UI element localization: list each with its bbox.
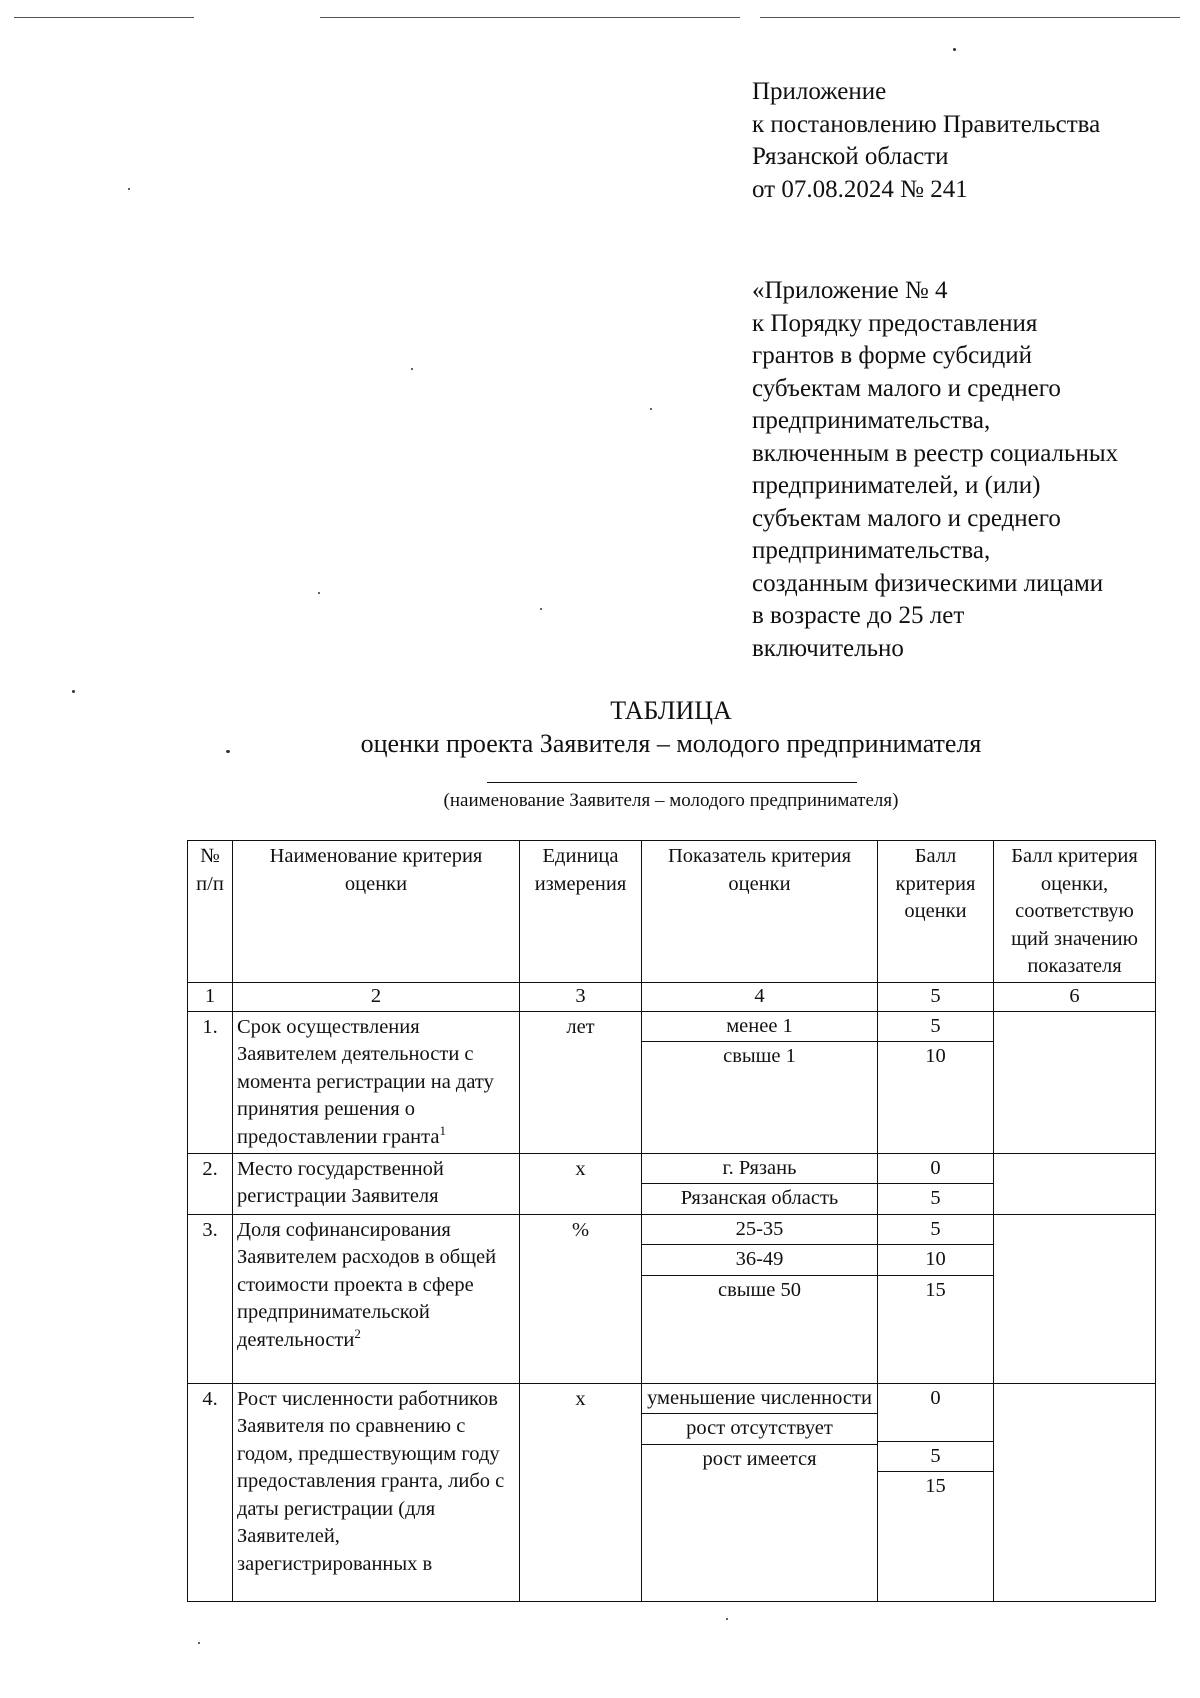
indicator-cell (642, 1011, 878, 1153)
unit-cell: лет (520, 1011, 642, 1153)
score-value: 5 (878, 1012, 993, 1043)
assigned-score-cell (994, 1214, 1156, 1383)
indicator-value: рост имеется (702, 1447, 817, 1470)
header-cell: Балл критерия оценки, соответствую щий значению показателя (994, 841, 1156, 983)
appendix-line: в возрасте до 25 лет (752, 602, 965, 629)
indicator-cell (642, 1214, 878, 1383)
unit-cell: х (520, 1153, 642, 1214)
criterion-name (233, 1383, 520, 1601)
column-number: 5 (878, 983, 994, 1012)
header-cell: Показатель критерия оценки (642, 841, 878, 983)
indicator-value: г. Рязань (642, 1154, 877, 1185)
scan-speck (318, 592, 320, 594)
appendix-reference (752, 275, 1118, 665)
scan-speck (726, 1618, 728, 1620)
header-cell: Единица измерения (520, 841, 642, 983)
footnote-mark: 1 (439, 1122, 446, 1138)
indicator-value: Рязанская область (680, 1187, 839, 1209)
indicator-value: уменьшение численности (642, 1384, 877, 1415)
unit-cell: % (520, 1214, 642, 1383)
table-row (188, 1011, 1156, 1153)
score-cell (878, 1153, 994, 1214)
header-line: Приложение (752, 78, 887, 105)
scan-artifact-line (760, 17, 1180, 18)
column-number: 6 (994, 983, 1156, 1012)
indicator-value: рост отсутствует (642, 1414, 877, 1445)
approval-header (752, 76, 1100, 206)
indicator-value: 36-49 (642, 1245, 877, 1276)
header-cell: Наименование критерия оценки (233, 841, 520, 983)
appendix-line: предпринимательства, (752, 537, 991, 564)
appendix-line: субъектам малого и среднего (752, 504, 1061, 532)
appendix-line: предпринимателей, и (или) (752, 472, 1041, 499)
column-number: 2 (233, 983, 520, 1012)
scan-speck (198, 1642, 200, 1644)
score-value: 5 (930, 1187, 941, 1209)
column-number: 1 (188, 983, 233, 1012)
table-row (188, 1214, 1156, 1383)
criterion-name (233, 1214, 520, 1383)
column-number-row (188, 983, 1156, 1012)
score-value: 0 (878, 1384, 993, 1442)
title-sub: оценки проекта Заявителя – молодого предпринимателя (360, 728, 982, 758)
row-number: 3. (188, 1214, 233, 1383)
criterion-name-text: Место государственной регистрации Заявителя (237, 1157, 444, 1207)
scan-speck (72, 690, 75, 693)
row-number: 4. (188, 1383, 233, 1601)
table-row (188, 1153, 1156, 1214)
score-value: 10 (878, 1245, 993, 1276)
scan-speck (411, 368, 413, 370)
row-number: 2. (188, 1153, 233, 1214)
footnote-mark: 2 (354, 1325, 361, 1341)
appendix-line: субъектам малого и среднего (752, 374, 1061, 402)
indicator-value: свыше 50 (717, 1278, 802, 1301)
header-cell: Балл критерия оценки (878, 841, 994, 983)
score-cell (878, 1214, 994, 1383)
unit-cell: х (520, 1383, 642, 1601)
applicant-name-blank (487, 782, 857, 783)
criterion-name-text: Рост численности работников Заявителя по сравнению с годом, предшествующим году предоставления гранта, либо с даты регистрации (для Заявителей, зарегистрированных в (237, 1387, 505, 1575)
appendix-line: включительно (752, 634, 904, 662)
scan-speck (128, 188, 130, 190)
appendix-line: включенным в реестр социальных (752, 439, 1119, 467)
scan-artifact-line (320, 17, 740, 18)
scan-speck (540, 608, 542, 610)
table-header-row (188, 841, 1156, 983)
indicator-cell (642, 1153, 878, 1214)
score-value: 15 (925, 1278, 946, 1301)
applicant-name-caption (187, 789, 1155, 813)
criterion-name-text: Доля софинансирования Заявителем расходов в общей стоимости проекта в сфере предпринимательской деятельности (237, 1218, 497, 1351)
indicator-value: 25-35 (642, 1215, 877, 1246)
scan-speck (953, 48, 956, 51)
criterion-name (233, 1153, 520, 1214)
score-cell (878, 1383, 994, 1601)
score-value: 5 (878, 1442, 993, 1473)
table-row (188, 1383, 1156, 1601)
indicator-value: свыше 1 (723, 1045, 796, 1067)
scan-artifact-line (14, 17, 194, 18)
indicator-cell (642, 1383, 878, 1601)
score-cell (878, 1011, 994, 1153)
header-cell: № п/п (188, 841, 233, 983)
criteria-table (187, 840, 1156, 1602)
score-value: 0 (878, 1154, 993, 1185)
column-number: 3 (520, 983, 642, 1012)
header-line: от 07.08.2024 № 241 (752, 175, 968, 203)
indicator-value: менее 1 (642, 1012, 877, 1043)
score-value: 10 (925, 1045, 946, 1067)
title-main: ТАБЛИЦА (610, 696, 732, 725)
appendix-line: грантов в форме субсидий (752, 342, 1033, 369)
assigned-score-cell (994, 1153, 1156, 1214)
scan-speck (650, 408, 652, 410)
score-value: 5 (878, 1215, 993, 1246)
header-line: к постановлению Правительства (752, 110, 1101, 138)
appendix-line: предпринимательства, (752, 407, 991, 434)
scan-speck (226, 750, 230, 753)
column-number: 4 (642, 983, 878, 1012)
header-line: Рязанской области (752, 143, 949, 170)
assigned-score-cell (994, 1011, 1156, 1153)
row-number: 1. (188, 1011, 233, 1153)
appendix-line: созданным физическими лицами (752, 569, 1104, 597)
criterion-name (233, 1011, 520, 1153)
field-caption: (наименование Заявителя – молодого предпринимателя) (443, 790, 899, 811)
appendix-line: «Приложение № 4 (752, 277, 948, 304)
appendix-line: к Порядку предоставления (752, 309, 1038, 337)
score-value: 15 (925, 1475, 946, 1497)
criterion-name-text: Срок осуществления Заявителем деятельности с момента регистрации на дату принятия решения о предоставлении гранта (237, 1015, 494, 1148)
document-title (187, 695, 1155, 760)
assigned-score-cell (994, 1383, 1156, 1601)
